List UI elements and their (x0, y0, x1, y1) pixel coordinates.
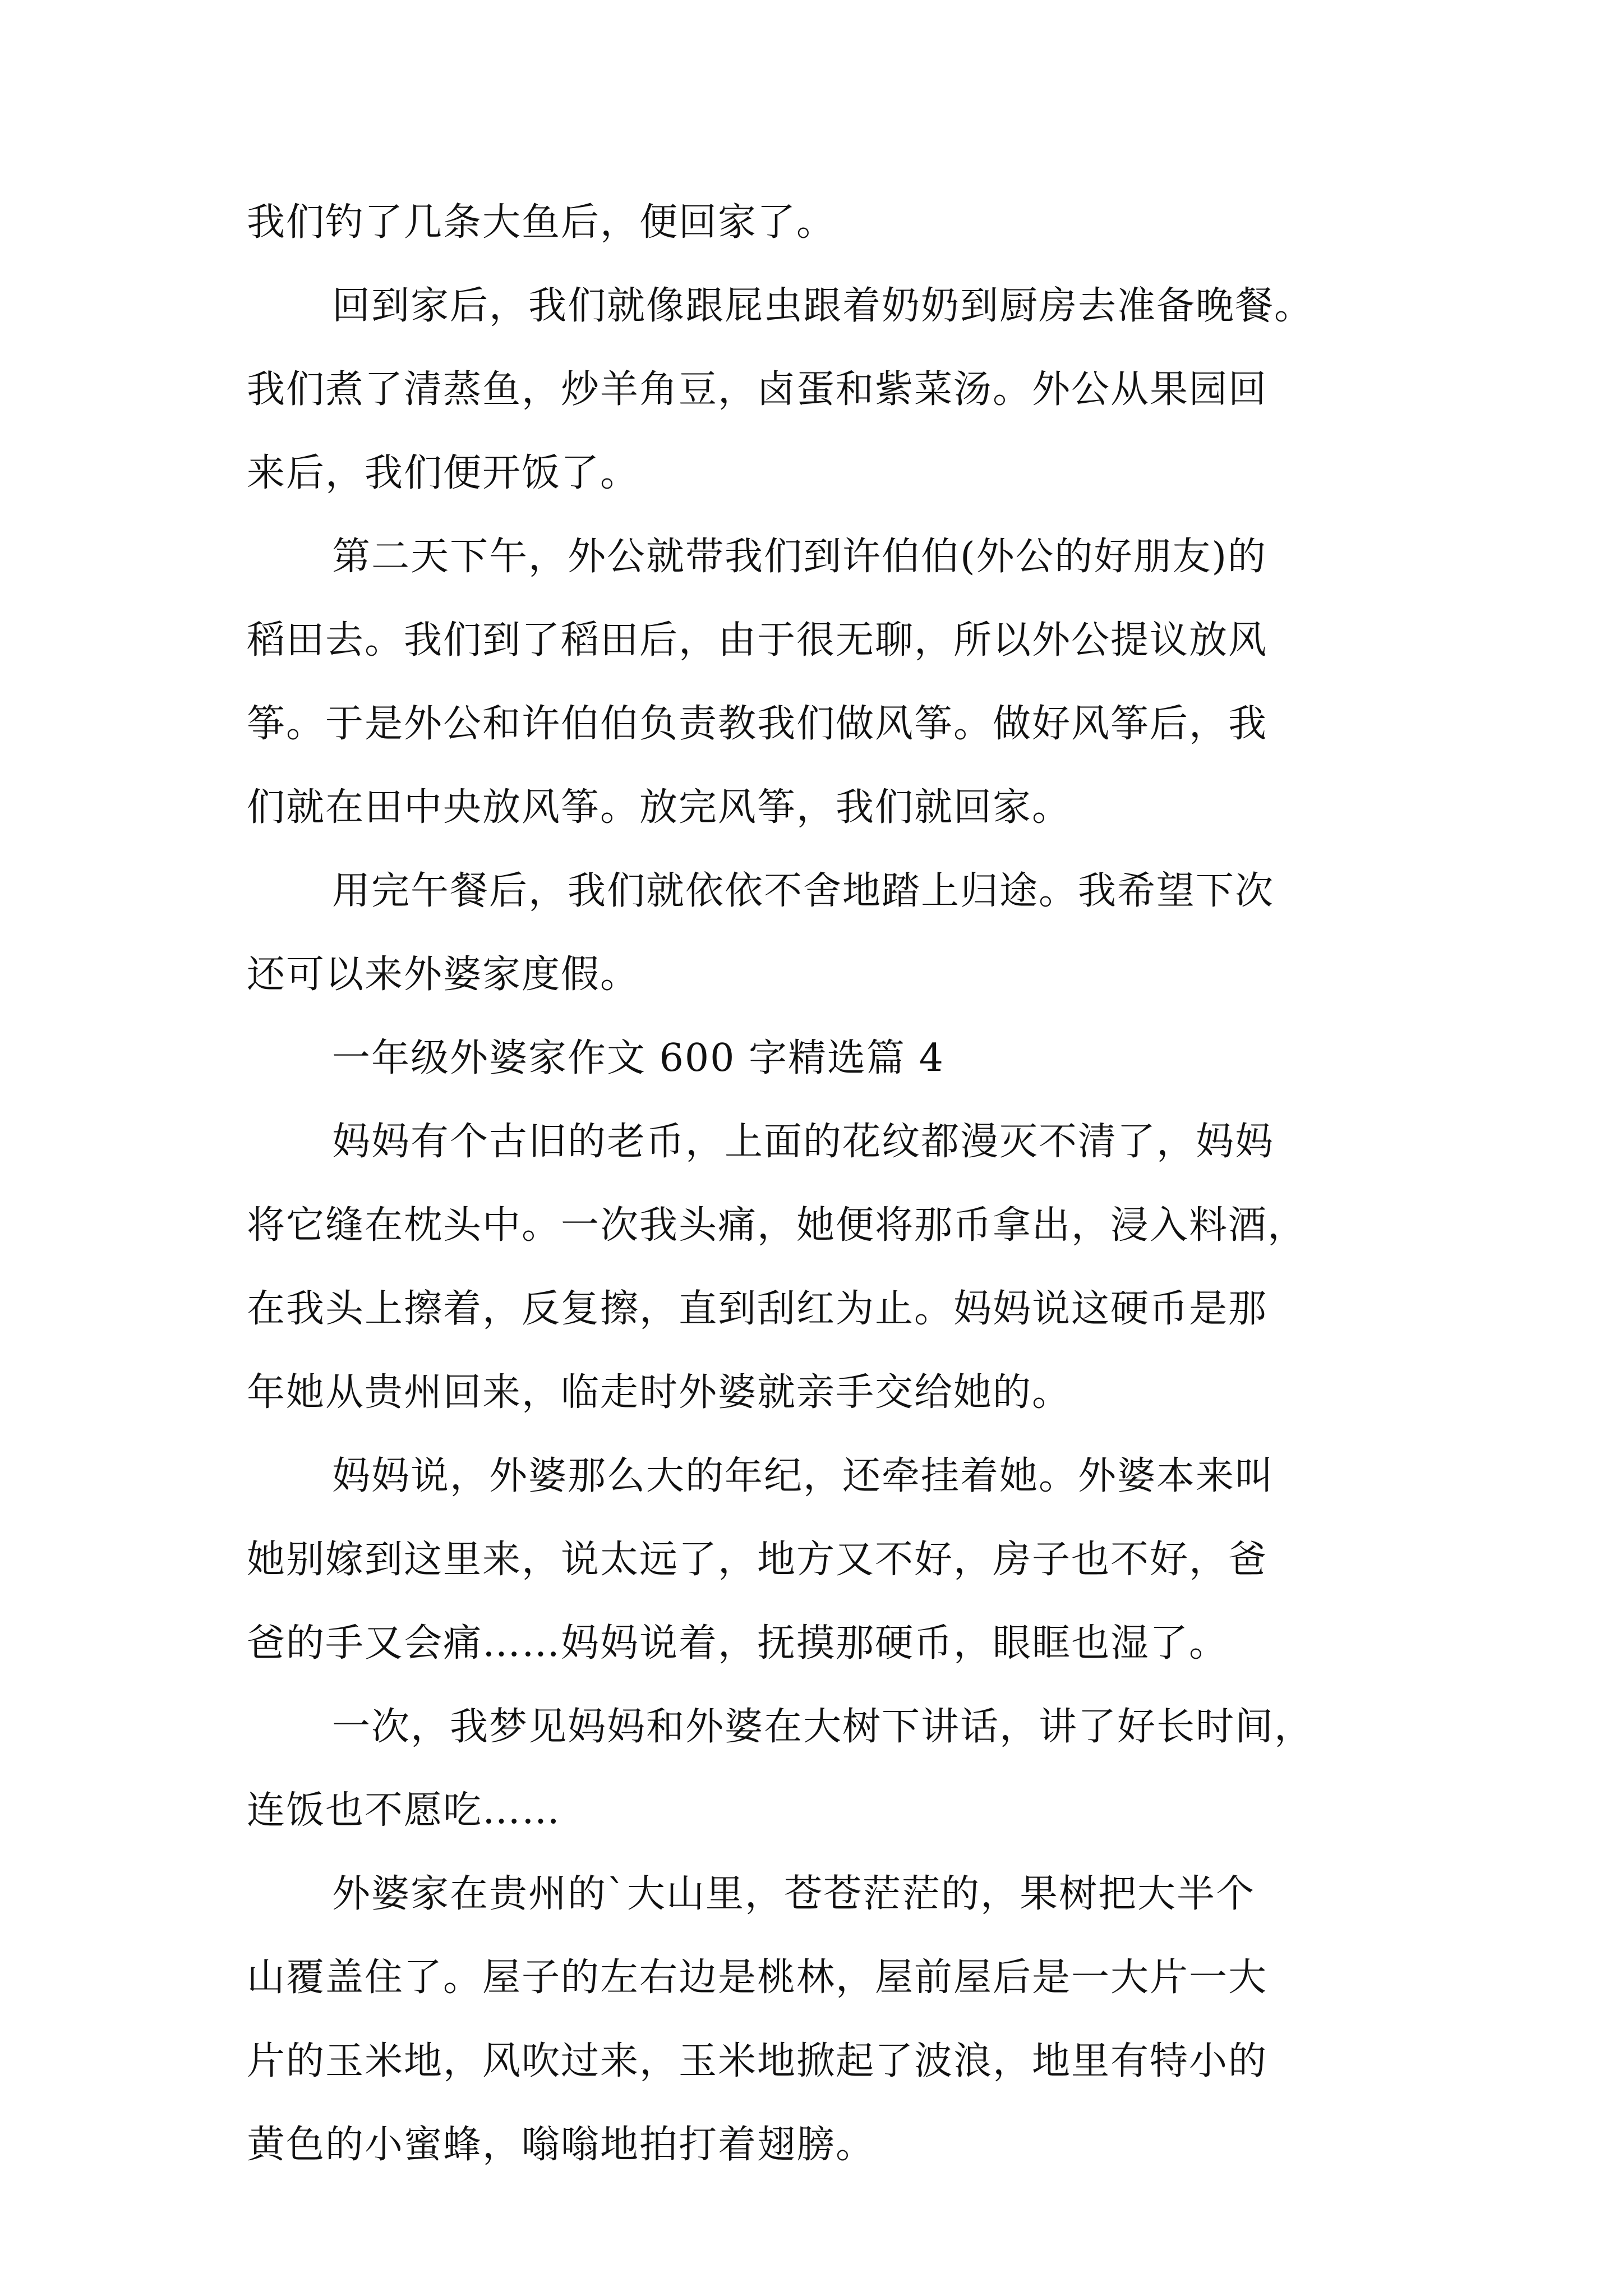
paragraph-first-line: 第二天下午，外公就带我们到许伯伯(外公的好朋友)的 (332, 535, 1267, 579)
paragraph-first-line: 一次，我梦见妈妈和外婆在大树下讲话，讲了好长时间， (332, 1705, 1314, 1749)
text-line: 连饭也不愿吃…… (247, 1788, 561, 1833)
paragraph-first-line: 用完午餐后，我们就依依不舍地踏上归途。我希望下次 (332, 869, 1275, 913)
text-line: 片的玉米地，风吹过来，玉米地掀起了波浪，地里有特小的 (247, 2039, 1268, 2083)
text-line: 我们煮了清蒸鱼，炒羊角豆，卤蛋和紫菜汤。外公从果园回 (247, 367, 1268, 412)
text-line: 将它缝在枕头中。一次我头痛，她便将那币拿出，浸入料酒， (247, 1203, 1307, 1248)
paragraph-first-line: 妈妈说，外婆那么大的年纪，还牵挂着她。外婆本来叫 (332, 1454, 1275, 1498)
paragraph-first-line: 外婆家在贵州的`大山里，苍苍茫茫的，果树把大半个 (332, 1872, 1256, 1916)
text-line: 来后，我们便开饭了。 (247, 451, 640, 495)
text-line: 我们钓了几条大鱼后，便回家了。 (247, 200, 836, 245)
paragraph-first-line: 妈妈有个古旧的老币，上面的花纹都漫灭不清了，妈妈 (332, 1120, 1275, 1164)
text-line: 筝。于是外公和许伯伯负责教我们做风筝。做好风筝后，我 (247, 702, 1268, 746)
text-line: 爸的手又会痛……妈妈说着，抚摸那硬币，眼眶也湿了。 (247, 1621, 1229, 1665)
text-line: 山覆盖住了。屋子的左右边是桃林，屋前屋后是一大片一大 (247, 1955, 1268, 2000)
text-line: 还可以来外婆家度假。 (247, 953, 640, 997)
text-line: 稻田去。我们到了稻田后，由于很无聊，所以外公提议放风 (247, 618, 1268, 662)
section-heading: 一年级外婆家作文 600 字精选篇 4 (332, 1036, 944, 1080)
text-line: 在我头上擦着，反复擦，直到刮红为止。妈妈说这硬币是那 (247, 1287, 1268, 1331)
text-line: 们就在田中央放风筝。放完风筝，我们就回家。 (247, 785, 1072, 830)
text-line: 黄色的小蜜蜂，嗡嗡地拍打着翅膀。 (247, 2123, 875, 2167)
text-line: 年她从贵州回来，临走时外婆就亲手交给她的。 (247, 1370, 1072, 1415)
text-line: 她别嫁到这里来，说太远了，地方又不好，房子也不好，爸 (247, 1538, 1268, 1582)
paragraph-first-line: 回到家后，我们就像跟屁虫跟着奶奶到厨房去准备晚餐。 (332, 284, 1314, 328)
